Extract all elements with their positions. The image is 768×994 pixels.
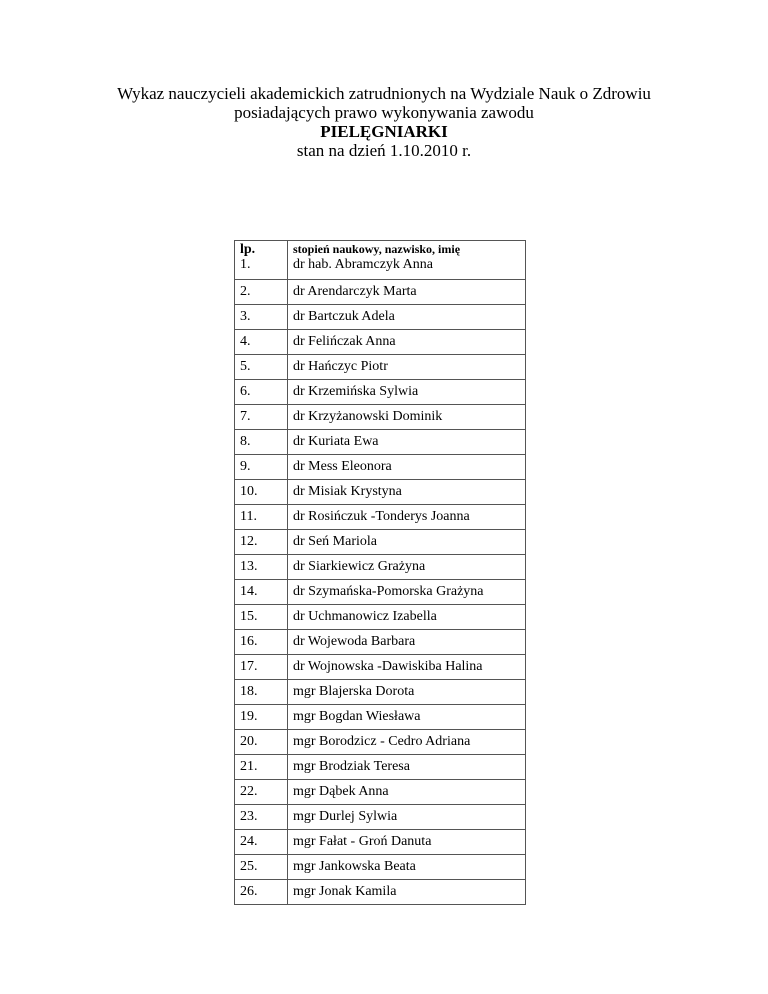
row-name: dr Wojewoda Barbara [288,630,526,655]
row-lp: 14. [235,580,288,605]
row-name: dr Mess Eleonora [288,455,526,480]
row-name: dr Uchmanowicz Izabella [288,605,526,630]
staff-table [234,240,526,905]
row-name: dr Krzemińska Sylwia [288,380,526,405]
table-row [235,780,526,805]
row-name: mgr Durlej Sylwia [288,805,526,830]
row-lp: 16. [235,630,288,655]
table-body [235,280,526,905]
row-lp: 18. [235,680,288,705]
row-name: mgr Jonak Kamila [288,880,526,905]
column-header-name-label: stopień naukowy, nazwisko, imię [293,242,461,256]
table-row [235,830,526,855]
row-lp: 3. [235,305,288,330]
row-lp: 4. [235,330,288,355]
row-lp: 15. [235,605,288,630]
table-row [235,605,526,630]
header-line-1: Wykaz nauczycieli akademickich zatrudnionych na Wydziale Nauk o Zdrowiu [117,84,651,103]
row-name: dr Hańczyc Piotr [288,355,526,380]
row-lp: 7. [235,405,288,430]
column-header-name [288,241,526,280]
row-lp: 5. [235,355,288,380]
row-name: dr Szymańska-Pomorska Grażyna [288,580,526,605]
row-name: mgr Brodziak Teresa [288,755,526,780]
table-row [235,880,526,905]
table-row [235,530,526,555]
row-lp: 10. [235,480,288,505]
table-row [235,730,526,755]
row-lp: 2. [235,280,288,305]
table-row [235,805,526,830]
row-lp: 8. [235,430,288,455]
row-lp: 26. [235,880,288,905]
table-row [235,330,526,355]
table-row [235,505,526,530]
row-name: dr Arendarczyk Marta [288,280,526,305]
row-lp: 19. [235,705,288,730]
row-lp: 11. [235,505,288,530]
table-row [235,655,526,680]
row-name: mgr Jankowska Beata [288,855,526,880]
row-name: dr Seń Mariola [288,530,526,555]
row-name: dr Kuriata Ewa [288,430,526,455]
table-row [235,680,526,705]
row-name: mgr Bogdan Wiesława [288,705,526,730]
row-lp: 24. [235,830,288,855]
column-header-lp-label: lp. [240,242,256,257]
row-name: dr Bartczuk Adela [288,305,526,330]
table-row [235,630,526,655]
row-name: dr Rosińczuk -Tonderys Joanna [288,505,526,530]
first-row-name: dr hab. Abramczyk Anna [293,257,433,272]
row-lp: 13. [235,555,288,580]
row-lp: 12. [235,530,288,555]
document-header [0,84,768,160]
row-name: dr Wojnowska -Dawiskiba Halina [288,655,526,680]
table-row [235,430,526,455]
row-lp: 20. [235,730,288,755]
table-row [235,355,526,380]
table-row [235,580,526,605]
table-row [235,380,526,405]
row-lp: 22. [235,780,288,805]
table-row [235,480,526,505]
row-name: mgr Dąbek Anna [288,780,526,805]
row-lp: 17. [235,655,288,680]
row-lp: 25. [235,855,288,880]
header-date: stan na dzień 1.10.2010 r. [296,141,472,160]
table-row [235,705,526,730]
row-lp: 9. [235,455,288,480]
first-row-lp: 1. [240,257,251,272]
table-row [235,555,526,580]
row-name: dr Felińczak Anna [288,330,526,355]
row-name: dr Krzyżanowski Dominik [288,405,526,430]
table-row [235,305,526,330]
row-name: dr Misiak Krystyna [288,480,526,505]
row-lp: 21. [235,755,288,780]
header-line-2: posiadających prawo wykonywania zawodu [234,103,534,122]
row-name: mgr Blajerska Dorota [288,680,526,705]
table-row [235,455,526,480]
table-row [235,405,526,430]
row-lp: 6. [235,380,288,405]
table-row [235,855,526,880]
row-name: mgr Borodzicz - Cedro Adriana [288,730,526,755]
row-name: mgr Fałat - Groń Danuta [288,830,526,855]
table-row [235,280,526,305]
table-header-row [235,241,526,280]
column-header-lp [235,241,288,280]
row-name: dr Siarkiewicz Grażyna [288,555,526,580]
table-row [235,755,526,780]
row-lp: 23. [235,805,288,830]
header-profession: PIELĘGNIARKI [320,122,448,141]
